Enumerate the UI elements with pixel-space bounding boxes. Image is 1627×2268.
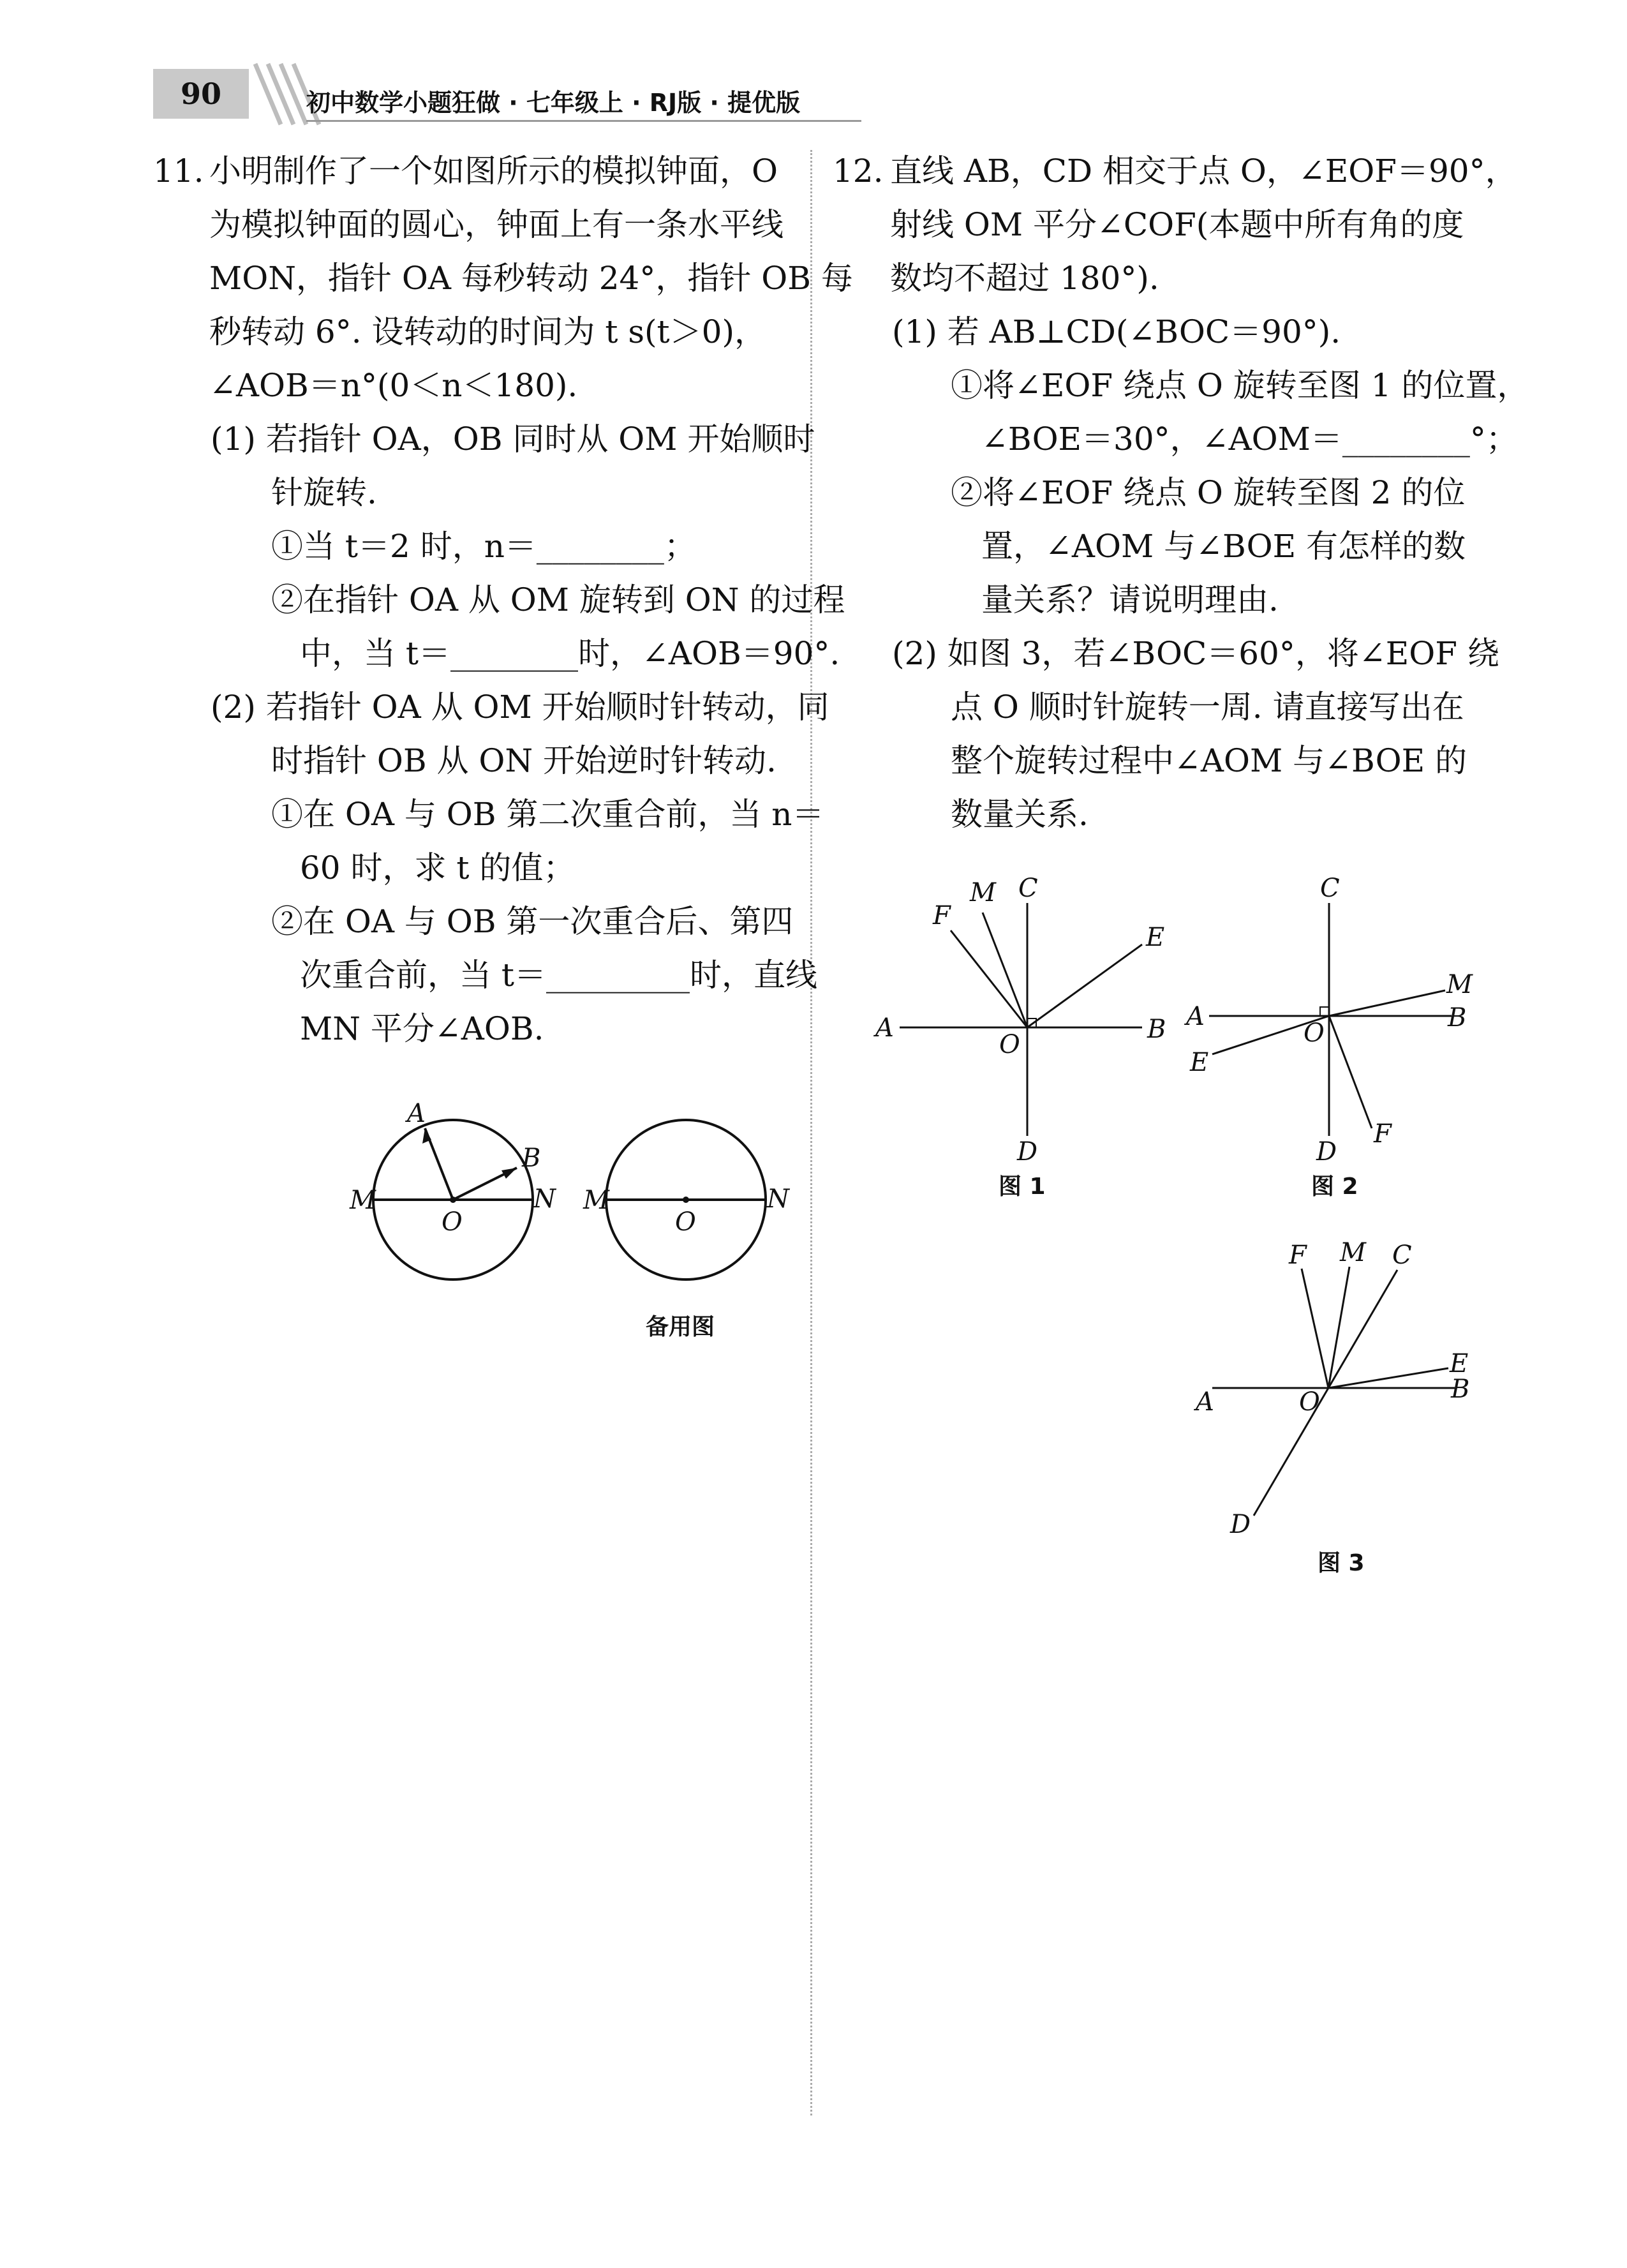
label-C: C	[1018, 874, 1038, 903]
label-D: D	[1316, 1137, 1337, 1167]
q12-figure-1	[874, 868, 1166, 1167]
q12-line: 射线 OM 平分∠COF(本题中所有角的度	[890, 206, 1464, 243]
q12-part1-line: ①将∠EOF 绕点 O 旋转至图 1 的位置，	[951, 367, 1529, 404]
q11-part1-line: ②在指针 OA 从 OM 旋转到 ON 的过程	[271, 581, 845, 618]
label-E: E	[1450, 1349, 1469, 1378]
label-A: A	[875, 1013, 894, 1043]
label-E: E	[1190, 1048, 1209, 1077]
q12-part1-line: (1) 若 AB⊥CD(∠BOC＝90°).	[892, 313, 1341, 350]
q12-part2-line: 整个旋转过程中∠AOM 与∠BOE 的	[951, 742, 1467, 779]
q12-line: 数均不超过 180°).	[890, 260, 1159, 297]
ray-OE	[1328, 1368, 1448, 1388]
q11-line: 秒转动 6°. 设转动的时间为 t s(t＞0)，	[209, 313, 766, 350]
q11-part2-line: 60 时，求 t 的值；	[300, 849, 576, 886]
q12-number: 12.	[833, 153, 884, 190]
label-B: B	[1147, 1015, 1166, 1044]
label-N: N	[533, 1184, 556, 1214]
q11-part2-line: 次重合前，当 t＝_________时，直线	[300, 957, 817, 994]
q11-part2-line: ②在 OA 与 OB 第一次重合后、第四	[271, 903, 794, 940]
label-A: A	[407, 1099, 426, 1128]
header-title: 初中数学小题狂做 · 七年级上 · RJ版 · 提优版	[306, 89, 801, 117]
center-point-O-spare	[683, 1197, 689, 1203]
q11-line: MON，指针 OA 每秒转动 24°，指针 OB 每	[209, 260, 853, 297]
q12-part2-line: (2) 如图 3，若∠BOC＝60°，将∠EOF 绕	[892, 635, 1499, 672]
q11-part1-line: (1) 若指针 OA，OB 同时从 OM 开始顺时	[211, 421, 815, 458]
label-O: O	[1299, 1387, 1320, 1417]
label-M: M	[970, 878, 996, 907]
q11-part1-line: 中，当 t＝________时，∠AOB＝90°.	[300, 635, 840, 672]
q11-part1-line: ①当 t＝2 时，n＝________；	[271, 528, 696, 565]
q12-part1-line: 量关系？请说明理由.	[981, 581, 1279, 618]
fig2-caption: 图 2	[1311, 1174, 1358, 1200]
q11-line: 小明制作了一个如图所示的模拟钟面，O	[209, 153, 778, 190]
fig1-caption: 图 1	[999, 1174, 1046, 1200]
q12-part1-line: ②将∠EOF 绕点 O 旋转至图 2 的位	[951, 474, 1466, 511]
q11-part2-line: 时指针 OB 从 ON 开始逆时针转动.	[271, 742, 776, 779]
q11-part1-line: 针旋转.	[271, 474, 377, 511]
spare-figure-caption: 备用图	[646, 1314, 715, 1340]
label-N: N	[767, 1184, 789, 1214]
label-A: A	[1196, 1387, 1214, 1417]
label-A: A	[1186, 1002, 1205, 1031]
page-number: 90	[153, 69, 249, 119]
ray-OF	[951, 930, 1027, 1027]
ray-OE	[1027, 944, 1142, 1027]
label-D: D	[1230, 1510, 1251, 1539]
ray-OM	[983, 913, 1027, 1027]
ray-OF	[1302, 1269, 1328, 1388]
label-C: C	[1392, 1241, 1412, 1270]
q11-part2-line: (2) 若指针 OA 从 OM 开始顺时针转动，同	[211, 689, 829, 726]
ray-OF	[1329, 1016, 1372, 1128]
q12-part1-line: ∠BOE＝30°，∠AOM＝________°；	[981, 421, 1518, 458]
ray-OM	[1329, 990, 1445, 1016]
label-F: F	[1289, 1241, 1307, 1270]
label-O: O	[442, 1207, 463, 1237]
right-angle-mark	[1320, 1007, 1329, 1016]
q11-part2-line: MN 平分∠AOB.	[300, 1010, 544, 1047]
q11-clock-figures	[332, 1085, 804, 1302]
label-B: B	[1448, 1003, 1467, 1033]
label-F: F	[933, 901, 951, 930]
q12-figure-3	[1187, 1225, 1493, 1539]
q12-part2-line: 点 O 顺时针旋转一周. 请直接写出在	[951, 689, 1464, 726]
header-rule	[306, 120, 861, 122]
label-B: B	[522, 1144, 541, 1173]
label-M: M	[350, 1186, 376, 1215]
label-B: B	[1451, 1375, 1470, 1404]
label-F: F	[1374, 1119, 1392, 1149]
label-M: M	[1446, 970, 1473, 999]
q12-part2-line: 数量关系.	[951, 796, 1088, 833]
q12-line: 直线 AB，CD 相交于点 O，∠EOF＝90°，	[890, 153, 1517, 190]
label-M: M	[1340, 1238, 1366, 1267]
fig3-caption: 图 3	[1318, 1550, 1365, 1576]
q11-line: 为模拟钟面的圆心，钟面上有一条水平线	[209, 206, 784, 243]
label-D: D	[1017, 1137, 1038, 1167]
label-O: O	[999, 1030, 1020, 1059]
label-M: M	[583, 1186, 609, 1215]
label-E: E	[1146, 923, 1165, 952]
q12-figure-2	[1184, 868, 1473, 1167]
q11-part2-line: ①在 OA 与 OB 第二次重合前，当 n＝	[271, 796, 824, 833]
q12-part1-line: 置，∠AOM 与∠BOE 有怎样的数	[981, 528, 1466, 565]
label-O: O	[675, 1207, 696, 1237]
q11-number: 11.	[153, 153, 204, 190]
label-C: C	[1320, 874, 1340, 903]
arrowhead-B	[501, 1168, 517, 1179]
label-O: O	[1304, 1018, 1325, 1048]
page-header	[153, 64, 861, 128]
q11-line: ∠AOB＝n°(0＜n＜180).	[209, 367, 578, 404]
